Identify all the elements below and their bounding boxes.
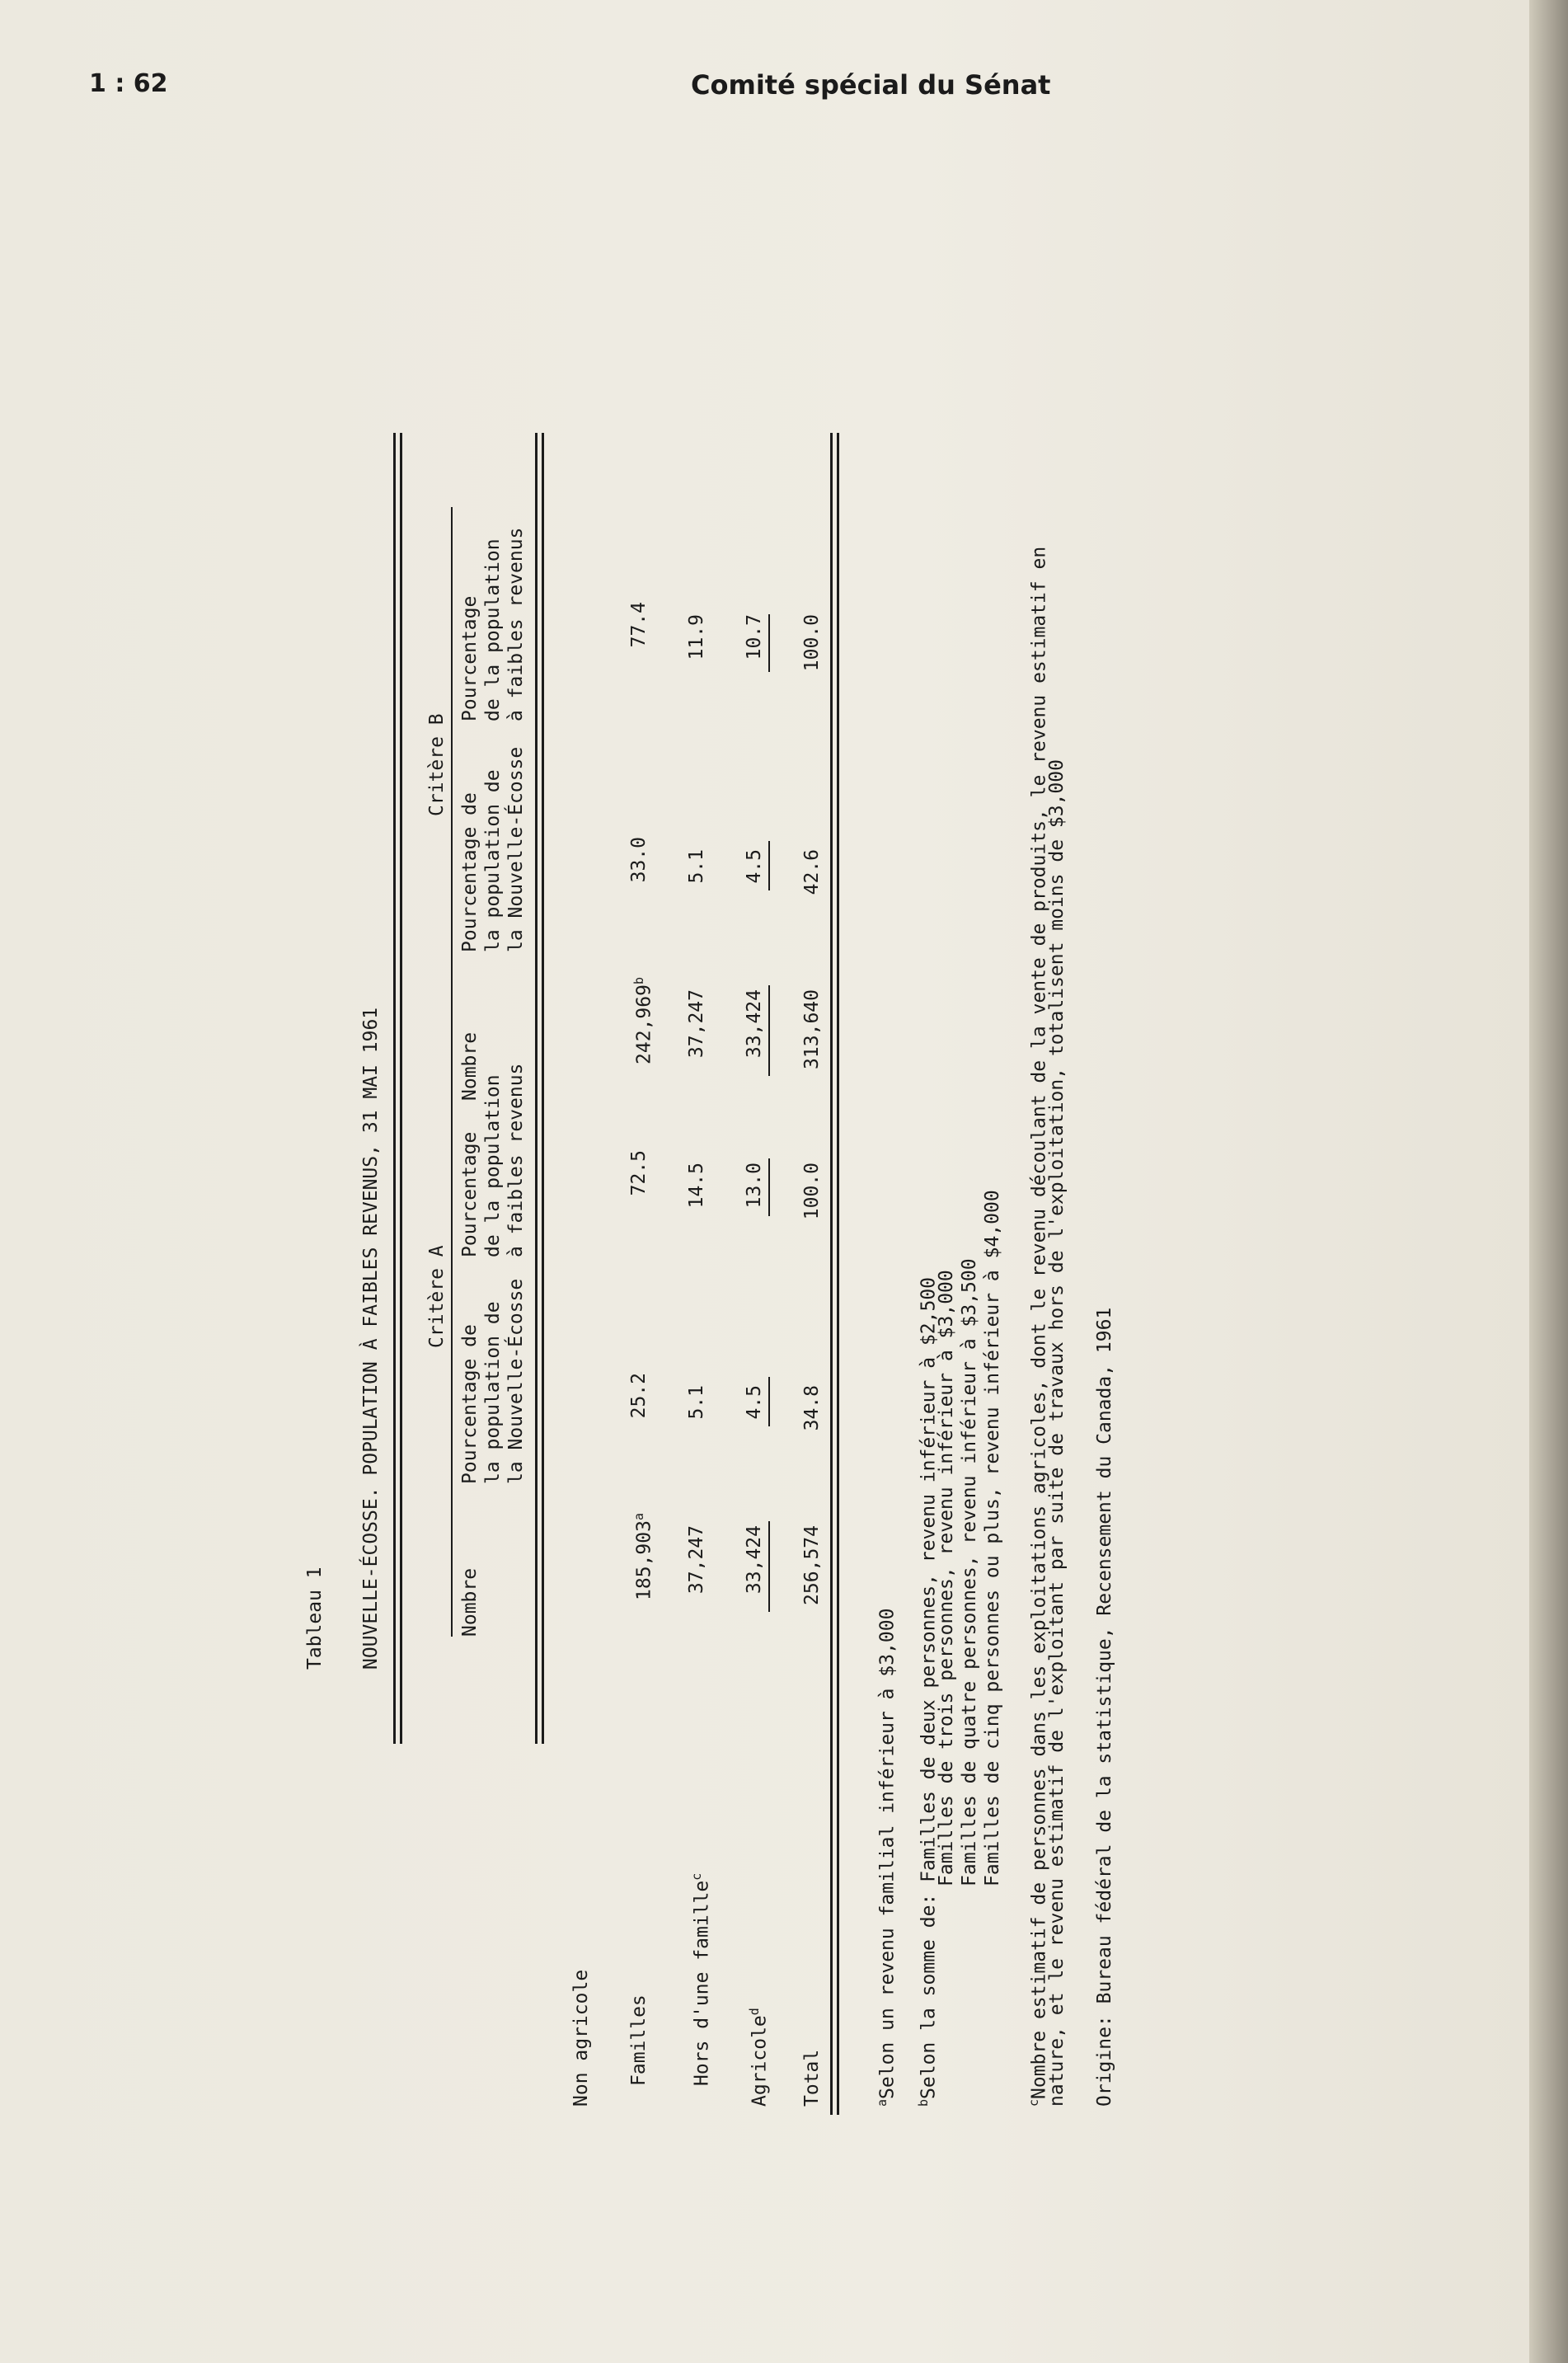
footnote-b-line-1: $^b$Selon la somme de: Familles de deux personnes, revenu inférieur à $2,500 xyxy=(916,1276,940,2107)
running-title: Comité spécial du Sénat xyxy=(691,69,1051,101)
hors-b-nombre: 37,247 xyxy=(686,989,707,1059)
criterion-a-heading: Critère A xyxy=(426,1245,448,1348)
agricole-a-nombre: 33,424 xyxy=(744,1525,765,1595)
familles-b-nombre: 242,969$^b$ xyxy=(631,977,655,1064)
col-b-pct-fr-1: Pourcentage xyxy=(459,595,481,721)
sum-rule-a-pct-fr xyxy=(768,1158,770,1216)
col-a-pct-fr-1: Pourcentage xyxy=(459,1131,481,1257)
familles-b-pct-pop: 33.0 xyxy=(628,837,650,883)
total-a-pct-fr: 100.0 xyxy=(801,1163,823,1220)
row-total-label: Total xyxy=(801,2049,823,2107)
hors-b-pct-fr: 11.9 xyxy=(686,614,707,660)
total-b-nombre: 313,640 xyxy=(801,989,823,1069)
agricole-a-pct-fr: 13.0 xyxy=(744,1163,765,1209)
footnote-c-line-2: nature, et le revenu estimatif de l'exploitant par suite de travaux hors de l'exploitation, totalisent moins de $3,000 xyxy=(1046,759,1068,2107)
total-a-pct-pop: 34.8 xyxy=(801,1385,823,1431)
total-b-pct-pop: 42.6 xyxy=(801,849,823,895)
sum-rule-a-nombre xyxy=(768,1521,770,1612)
sum-rule-b-nombre xyxy=(768,985,770,1076)
agricole-a-pct-pop: 4.5 xyxy=(744,1385,765,1420)
footnote-b-line-3: Familles de quatre personnes, revenu inférieur à $3,500 xyxy=(959,1258,980,1886)
familles-b-pct-fr: 77.4 xyxy=(628,602,650,648)
hors-a-pct-pop: 5.1 xyxy=(686,1385,707,1420)
agricole-b-pct-fr: 10.7 xyxy=(744,614,765,660)
col-a-pct-pop-1: Pourcentage de xyxy=(459,1324,481,1484)
table-caption: Tableau 1 xyxy=(304,1567,326,1670)
total-a-nombre: 256,574 xyxy=(801,1525,823,1605)
familles-a-nombre: 185,903$^a$ xyxy=(631,1513,655,1600)
col-b-pct-fr-3: à faibles revenus xyxy=(505,527,527,721)
col-b-pct-fr-2: de la population xyxy=(482,538,504,721)
rule-top-1 xyxy=(393,433,396,1744)
sum-rule-b-pct-pop xyxy=(768,841,770,890)
rule-header-2 xyxy=(542,433,544,1744)
total-b-pct-fr: 100.0 xyxy=(801,614,823,672)
familles-a-pct-fr: 72.5 xyxy=(628,1150,650,1196)
table-title: NOUVELLE-ÉCOSSE. POPULATION À FAIBLES REVENUS, 31 MAI 1961 xyxy=(360,1007,382,1670)
col-b-pct-pop-2: la population de xyxy=(482,769,504,952)
row-hors-famille-label: Hors d'une famille$^c$ xyxy=(689,1872,713,2086)
rotated-table xyxy=(294,87,1234,2313)
col-a-pct-fr-3: à faibles revenus xyxy=(505,1063,527,1257)
sum-rule-a-pct-pop xyxy=(768,1377,770,1426)
row-non-agricole: Non agricole xyxy=(570,1969,592,2107)
footnote-b-line-4: Familles de cinq personnes ou plus, revenu inférieur à $4,000 xyxy=(982,1190,1003,1886)
rule-bottom-1 xyxy=(830,433,833,2115)
source-note: Origine: Bureau fédéral de la statistique, Recensement du Canada, 1961 xyxy=(1094,1307,1115,2107)
hors-a-pct-fr: 14.5 xyxy=(686,1163,707,1209)
col-b-pct-pop-1: Pourcentage de xyxy=(459,792,481,952)
row-agricole-label: Agricole$^d$ xyxy=(747,2008,771,2107)
col-a-pct-fr-2: de la population xyxy=(482,1074,504,1257)
agricole-b-pct-pop: 4.5 xyxy=(744,849,765,884)
criterion-b-rule xyxy=(451,507,453,1101)
sum-rule-b-pct-fr xyxy=(768,614,770,672)
rule-header-1 xyxy=(535,433,538,1744)
rule-bottom-2 xyxy=(837,433,839,2115)
footnote-c-line-1: $^c$Nombre estimatif de personnes dans les exploitations agricoles, dont le revenu découlant de la vente de produits, le revenu estimatif en xyxy=(1026,546,1050,2107)
page-number: 1 : 62 xyxy=(89,69,168,98)
col-a-nombre: Nombre xyxy=(459,1567,481,1637)
footnote-a: $^a$Selon un revenu familial inférieur à $3,000 xyxy=(875,1608,899,2107)
page-edge xyxy=(1529,0,1568,2363)
agricole-b-nombre: 33,424 xyxy=(744,989,765,1059)
rule-top-2 xyxy=(400,433,402,1744)
col-b-pct-pop-3: la Nouvelle-Écosse xyxy=(505,746,527,952)
familles-a-pct-pop: 25.2 xyxy=(628,1373,650,1419)
row-familles-label: Familles xyxy=(628,1994,650,2086)
col-a-pct-pop-2: la population de xyxy=(482,1301,504,1484)
col-a-pct-pop-3: la Nouvelle-Écosse xyxy=(505,1278,527,1484)
col-b-nombre: Nombre xyxy=(459,1031,481,1101)
hors-a-nombre: 37,247 xyxy=(686,1525,707,1595)
criterion-b-heading: Critère B xyxy=(426,713,448,816)
footnote-b-line-2: Familles de trois personnes, revenu inférieur à $3,000 xyxy=(936,1270,957,1886)
criterion-a-rule xyxy=(451,1059,453,1637)
hors-b-pct-pop: 5.1 xyxy=(686,849,707,884)
